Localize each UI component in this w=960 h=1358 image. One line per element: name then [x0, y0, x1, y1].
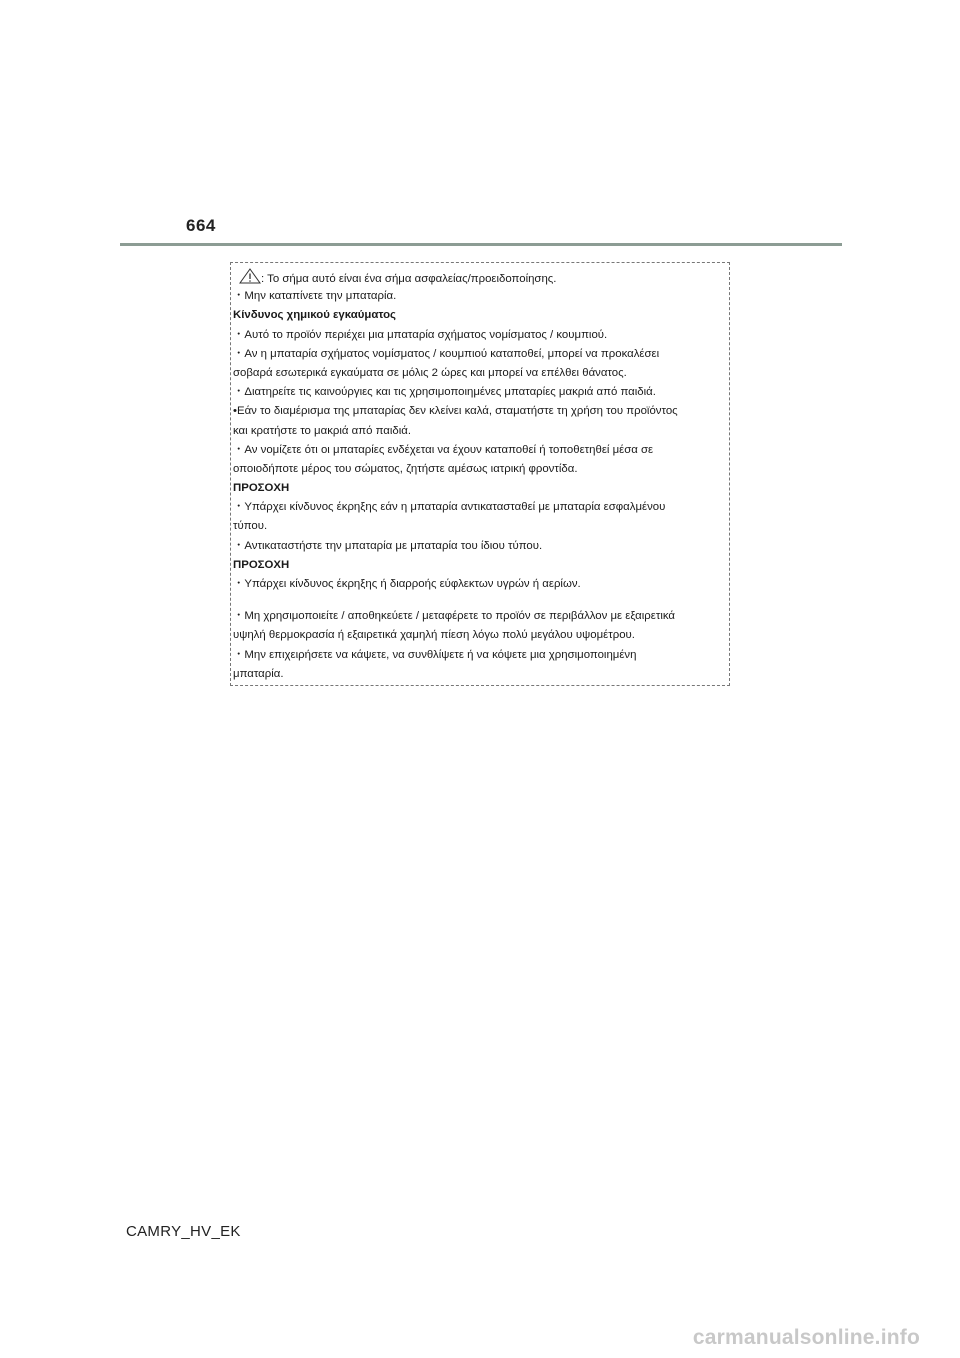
line-text: ΠΡΟΣΟΧΗ	[233, 482, 290, 495]
warning-text-line	[233, 460, 725, 479]
warning-text-line	[233, 537, 725, 556]
line-text: ・Υπάρχει κίνδυνος έκρηξης εάν η μπαταρία αντικατασταθεί με μπαταρία εσφαλμένου	[233, 501, 666, 514]
section-heading	[233, 556, 725, 575]
line-text: ・Αντικαταστήστε την μπαταρία με μπαταρία του ίδιου τύπου.	[233, 539, 543, 552]
warning-triangle-icon	[239, 268, 261, 284]
line-text: ・Αν η μπαταρία σχήματος νομίσματος / κουμπιού καταποθεί, μπορεί να προκαλέσει	[233, 347, 660, 360]
warning-text-line	[233, 268, 725, 287]
warning-text-line	[233, 517, 725, 536]
line-text: ・Αν νομίζετε ότι οι μπαταρίες ενδέχεται να έχουν καταποθεί ή τοποθετηθεί μέσα σε	[233, 443, 654, 456]
warning-text-line	[233, 402, 725, 421]
line-text: ・Διατηρείτε τις καινούργιες και τις χρησιμοποιημένες μπαταρίες μακριά από παιδιά.	[233, 386, 656, 399]
warning-text-line	[233, 626, 725, 645]
warning-text-line	[233, 383, 725, 402]
line-text: •Εάν το διαμέρισμα της μπαταρίας δεν κλείνει καλά, σταματήστε τη χρήση του προϊόντος	[233, 405, 678, 418]
section-heading	[233, 479, 725, 498]
blank-spacer	[233, 594, 725, 607]
footer-model-code: CAMRY_HV_EK	[126, 1223, 241, 1240]
warning-text-line	[233, 287, 725, 306]
page-number: 664	[186, 216, 216, 235]
warning-text-line	[233, 364, 725, 383]
warning-text-line	[233, 575, 725, 594]
line-text: : Το σήμα αυτό είναι ένα σήμα ασφαλείας/προειδοποίησης.	[261, 273, 557, 285]
header-divider	[120, 243, 842, 246]
watermark: carmanualsonline.info	[692, 1326, 920, 1349]
warning-text-line	[233, 498, 725, 517]
warning-text-line	[233, 441, 725, 460]
line-text: ・Αυτό το προϊόν περιέχει μια μπαταρία σχήματος νομίσματος / κουμπιού.	[233, 328, 608, 341]
warning-text-line	[233, 607, 725, 626]
line-text: σοβαρά εσωτερικά εγκαύματα σε μόλις 2 ώρες και μπορεί να επέλθει θάνατος.	[233, 366, 627, 379]
line-text: και κρατήστε το μακριά από παιδιά.	[233, 424, 412, 437]
line-text: τύπου.	[233, 520, 268, 533]
line-text: ΠΡΟΣΟΧΗ	[233, 558, 290, 571]
line-text: ・Μην επιχειρήσετε να κάψετε, να συνθλίψετε ή να κόψετε μια χρησιμοποιημένη	[233, 648, 637, 661]
section-heading	[233, 306, 725, 325]
warning-text-line	[233, 422, 725, 441]
warning-text-line	[233, 646, 725, 665]
line-text: υψηλή θερμοκρασία ή εξαιρετικά χαμηλή πίεση λόγω πολύ μεγάλου υψομέτρου.	[233, 629, 635, 642]
line-text: οποιοδήποτε μέρος του σώματος, ζητήστε αμέσως ιατρική φροντίδα.	[233, 462, 578, 475]
warning-text-line	[233, 345, 725, 364]
warning-text-line	[233, 326, 725, 345]
line-text: ・Μην καταπίνετε την μπαταρία.	[233, 290, 397, 303]
battery-warning-box	[230, 262, 730, 686]
line-text: Κίνδυνος χημικού εγκαύματος	[233, 309, 396, 322]
line-text: ・Μη χρησιμοποιείτε / αποθηκεύετε / μεταφέρετε το προϊόν σε περιβάλλον με εξαιρετικά	[233, 610, 676, 623]
line-text: ・Υπάρχει κίνδυνος έκρηξης ή διαρροής εύφλεκτων υγρών ή αερίων.	[233, 578, 581, 590]
warning-text-line	[233, 665, 725, 684]
line-text: μπαταρία.	[233, 667, 284, 680]
